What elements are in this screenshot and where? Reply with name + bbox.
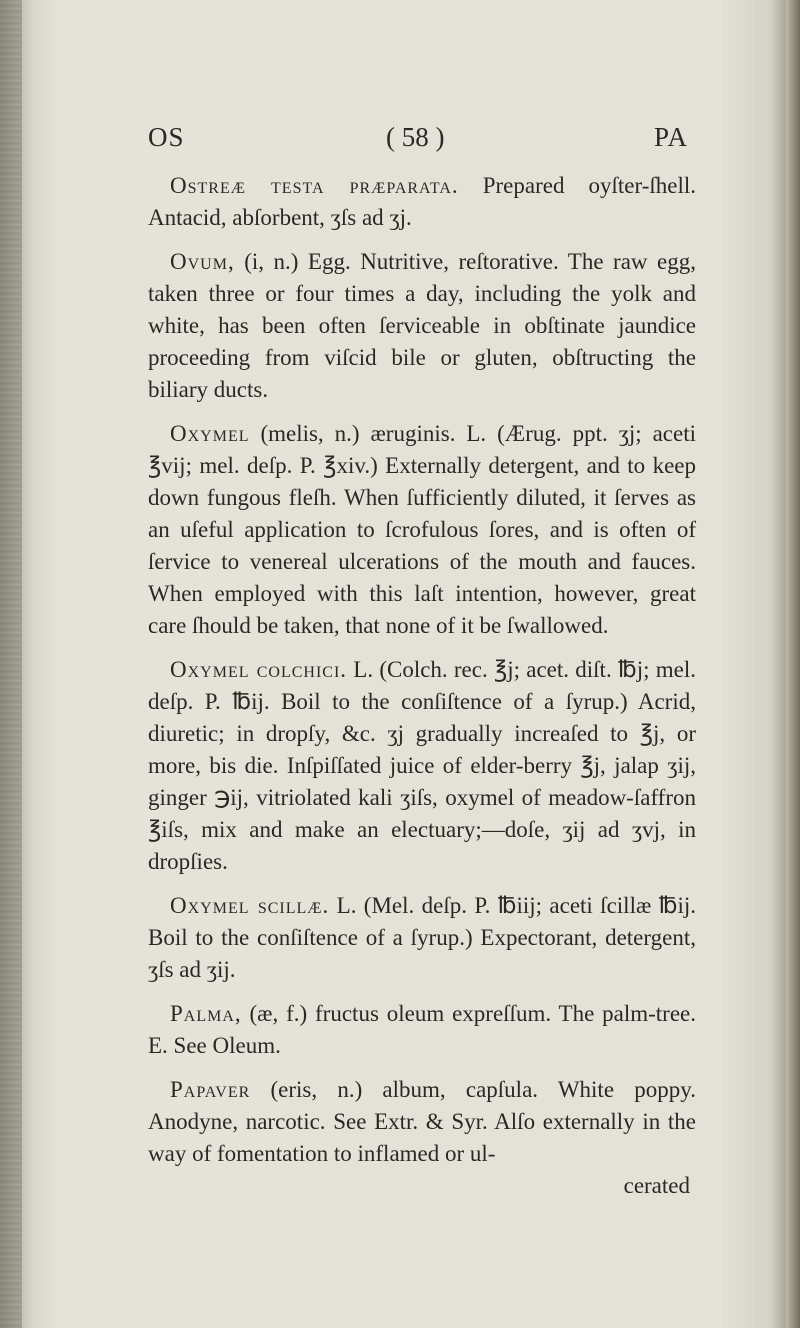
entry-oxymel-scillae	[148, 890, 696, 986]
entry-body: (melis, n.) æruginis. L. (Ærug. ppt. ʒj; aceti ℥vij; mel. deſp. P. ℥xiv.) Externally detergent, and to keep down fungous fleſh. When ſufficiently diluted, it ſerves as an uſeful application to ſcrofulous ſores, and is often of ſervice to venereal ulcerations of the mouth and fauces. When employed with this laſt intention, however, great care ſhould be taken, that none of it be ſwallowed.	[148, 421, 696, 638]
entry-palma	[148, 998, 696, 1062]
entry-body: L. (Colch. rec. ℥j; acet. diſt. ℔j; mel. deſp. P. ℔ij. Boil to the conſiſtence of a ſyrup.) Acrid, diuretic; in dropſy, &c. ʒj gradually increaſed to ℥j, or more, bis die. Inſpiſſated juice of elder-berry ℥j, jalap ʒij, ginger ℈ij, vitriolated kali ʒiſs, oxymel of meadow-ſaffron ℥iſs, mix and make an electuary;—doſe, ʒij ad ʒvj, in dropſies.	[148, 657, 696, 874]
entry-term: Oxymel colchici.	[170, 657, 348, 682]
entry-term: Oxymel scillæ.	[170, 893, 330, 918]
entry-term: Ostreæ testa præparata.	[170, 173, 459, 198]
entry-body: (eris, n.) album, capſula. White poppy. Anodyne, narcotic. See Extr. & Syr. Alſo externally in the way of fomentation to inflamed or ul-	[148, 1077, 696, 1166]
entry-oxymel-colchici	[148, 654, 696, 878]
entry-term: Papaver	[170, 1077, 251, 1102]
header-right-guide-word: PA	[653, 122, 688, 152]
dictionary-text	[148, 170, 696, 1202]
header-left-guide-word: OS	[148, 122, 185, 152]
entry-ovum	[148, 246, 696, 406]
entry-body: Prepared oyſter-ſhell. Antacid, abſorbent, ʒſs ad ʒj.	[148, 173, 696, 230]
page-number: ( 58 )	[386, 122, 445, 152]
book-spine-shadow	[0, 0, 22, 1328]
entry-oxymel-aeruginis	[148, 418, 696, 642]
entry-term: Oxymel	[170, 421, 250, 446]
running-header	[148, 122, 688, 162]
entry-papaver	[148, 1074, 696, 1170]
entry-body: (æ, f.) fructus oleum expreſſum. The palm-tree. E. See Oleum.	[148, 1001, 696, 1058]
entry-body: L. (Mel. deſp. P. ℔iij; aceti ſcillæ ℔ij. Boil to the conſiſtence of a ſyrup.) Expectorant, detergent, ʒſs ad ʒij.	[148, 893, 696, 982]
catchword: cerated	[623, 1173, 690, 1198]
entry-term: Palma,	[170, 1001, 242, 1026]
entry-term: Ovum,	[170, 249, 235, 274]
entry-body: (i, n.) Egg. Nutritive, reſtorative. The raw egg, taken three or four times a day, including the yolk and white, has been often ſerviceable in obſtinate jaundice proceeding from viſcid bile or gluten, obſtructing the biliary ducts.	[148, 249, 696, 402]
page-edge-shadow	[786, 0, 800, 1328]
entry-ostreae	[148, 170, 696, 234]
